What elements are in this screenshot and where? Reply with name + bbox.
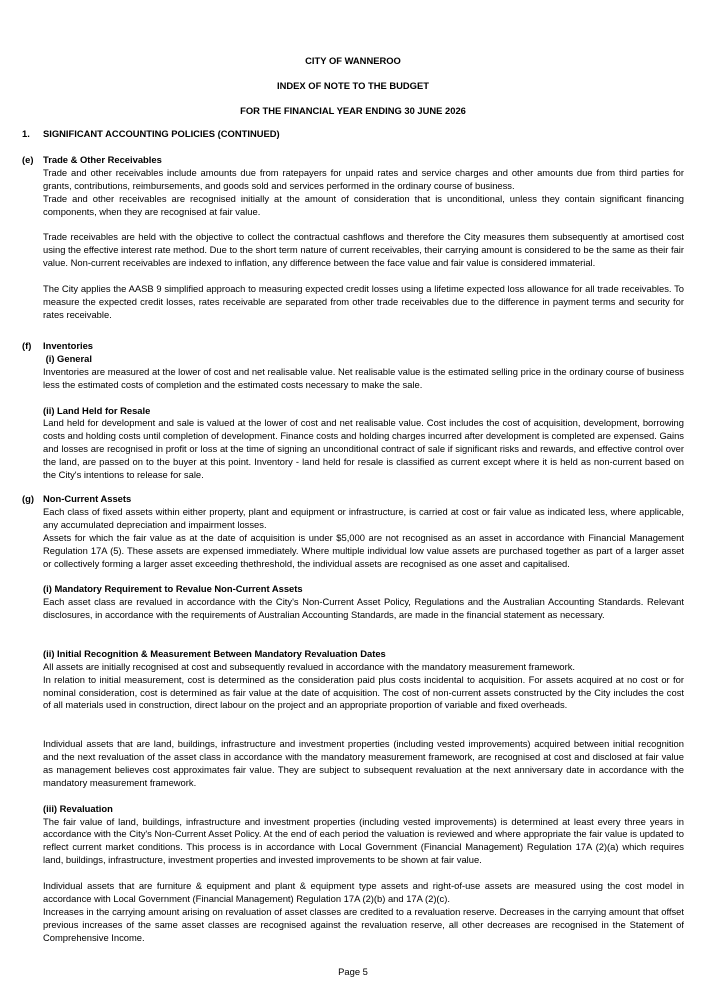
paragraph: Individual assets that are furniture & equipment and plant & equipment type assets and right-of-use assets are measured using the cost model in accordance with Local Government (Financial Management) Regulation 17A (2)(b) and 17A (2)(c). bbox=[43, 880, 684, 904]
paragraph: In relation to initial measurement, cost is determined as the consideration paid plus costs incidental to acquisition. For assets acquired at no cost or for nominal consideration, cost is determined as fair value at the date of acquisition. The cost of non-current assets constructed by the City includes the cost of all materials used in construction, direct labour on the project and an appropriate proportion of variable and fixed overheads. bbox=[43, 673, 684, 711]
paragraph: Increases in the carrying amount arising on revaluation of asset classes are credited to a revaluation reserve. Decreases in the carrying amount that offset previous increases of the same asset classes are recognised against the revaluation reserve, all other decreases are recognised in the Statement of Comprehensive Income. bbox=[43, 905, 684, 943]
paragraph: Individual assets that are land, buildings, infrastructure and investment properties (including vested improvements) acquired between initial recognition and the next revaluation of the asset class in accordance with the mandatory measurement framework, are recognised at cost and disclosed at fair value as management believes cost approximates fair value. They are subject to subsequent revaluation at the next anniversary date in accordance with the mandatory measurement framework. bbox=[43, 738, 684, 788]
subsection-f-title: Inventories bbox=[43, 340, 94, 351]
subsection-label-e: (e) bbox=[22, 154, 34, 165]
subsection-e-title: Trade & Other Receivables bbox=[43, 154, 162, 165]
paragraph: Each asset class are revalued in accordance with the City's Non-Current Asset Policy, Regulations and the Australian Accounting Standards. Relevant disclosures, in accordance with the requirements of Australian Accounting Standards, are made in the financial statement as necessary. bbox=[43, 596, 684, 621]
subheading: (ii) Initial Recognition & Measurement Between Mandatory Revaluation Dates bbox=[43, 647, 386, 659]
section-title: SIGNIFICANT ACCOUNTING POLICIES (CONTINUED) bbox=[43, 128, 280, 139]
subheading: (i) Mandatory Requirement to Revalue Non-Current Assets bbox=[43, 583, 303, 595]
document-title: CITY OF WANNEROO bbox=[305, 55, 401, 66]
subsection-g bbox=[43, 493, 684, 945]
subheading: (iii) Revaluation bbox=[43, 802, 113, 814]
document-period: FOR THE FINANCIAL YEAR ENDING 30 JUNE 2026 bbox=[240, 105, 466, 116]
subheading: (ii) Land Held for Resale bbox=[43, 404, 151, 416]
subsection-e bbox=[43, 154, 684, 322]
paragraph: The City applies the AASB 9 simplified approach to measuring expected credit losses using a lifetime expected loss allowance for all trade receivables. To measure the expected credit losses, rates receivable are separated from other trade receivables due to the difference in payment terms and security for rates receivable. bbox=[43, 283, 684, 320]
document-subtitle: INDEX OF NOTE TO THE BUDGET bbox=[277, 80, 429, 91]
paragraph: Inventories are measured at the lower of cost and net realisable value. Net realisable value is the estimated selling price in the ordinary course of business less the estimated costs of completion and the estimated costs necessary to make the sale. bbox=[43, 365, 684, 390]
paragraph: Assets for which the fair value as at the date of acquisition is under $5,000 are not recognised as an asset in accordance with Financial Management Regulation 17A (5). These assets are expensed immediately. Where multiple individual low value assets are purchased together as part of a larger asset or collectively forming a larger asset exceeding thethreshold, the individual assets are recognised as one asset and capitalised. bbox=[43, 531, 684, 569]
subsection-g-title: Non-Current Assets bbox=[43, 493, 132, 504]
subsection-label-f: (f) bbox=[22, 340, 32, 351]
paragraph: Trade receivables are held with the objective to collect the contractual cashflows and therefore the City measures them subsequently at amortised cost using the effective interest rate method. Due to the short term nature of current receivables, their carrying amount is considered to be the same as their fair value. Non-current receivables are indexed to inflation, any difference between the face value and fair value is considered immaterial. bbox=[43, 231, 684, 269]
section-heading bbox=[22, 128, 280, 141]
subsection-label-g: (g) bbox=[22, 493, 34, 504]
subsection-f bbox=[43, 340, 684, 482]
paragraph: Trade and other receivables are recognised initially at the amount of consideration that is unconditional, unless they contain significant financing components, when they are recognised at fair value. bbox=[43, 192, 684, 217]
paragraph: Each class of fixed assets within either property, plant and equipment or infrastructure, is carried at cost or fair value as indicated less, where applicable, any accumulated depreciation and impairment losses. bbox=[43, 505, 684, 530]
section-number: 1. bbox=[22, 128, 30, 139]
subheading: (i) General bbox=[43, 352, 92, 364]
paragraph: Trade and other receivables include amounts due from ratepayers for unpaid rates and service charges and other amounts due from third parties for grants, contributions, reimbursements, and goods sold and services performed in the ordinary course of business. bbox=[43, 166, 684, 191]
paragraph: All assets are initially recognised at cost and subsequently revalued in accordance with the mandatory measurement framework. bbox=[43, 660, 576, 672]
paragraph: Land held for development and sale is valued at the lower of cost and net realisable value. Cost includes the cost of acquisition, development, borrowing costs and holding costs until completion of development. Finance costs and holding charges incurred after development is completed are expensed. Gains and losses are recognised in profit or loss at the time of signing an unconditional contract of sale if significant risks and rewards, and effective control over the land, are passed on to the buyer at this point. Inventory - land held for resale is classified as current except where it is held as non-current based on the City's intentions to release for sale. bbox=[43, 417, 684, 481]
paragraph: The fair value of land, buildings, infrastructure and investment properties (including vested improvements) is determined at least every three years in accordance with the City's Non-Current Asset Policy. At the end of each period the valuation is reviewed and where appropriate the fair value is updated to reflect current market conditions. This process is in accordance with Local Government (Financial Management) Regulation 17A (2)(a) which requires land, buildings, infrastructure, investment properties and invested improvements to be shown at fair value. bbox=[43, 815, 684, 866]
page-number: Page 5 bbox=[338, 966, 368, 977]
